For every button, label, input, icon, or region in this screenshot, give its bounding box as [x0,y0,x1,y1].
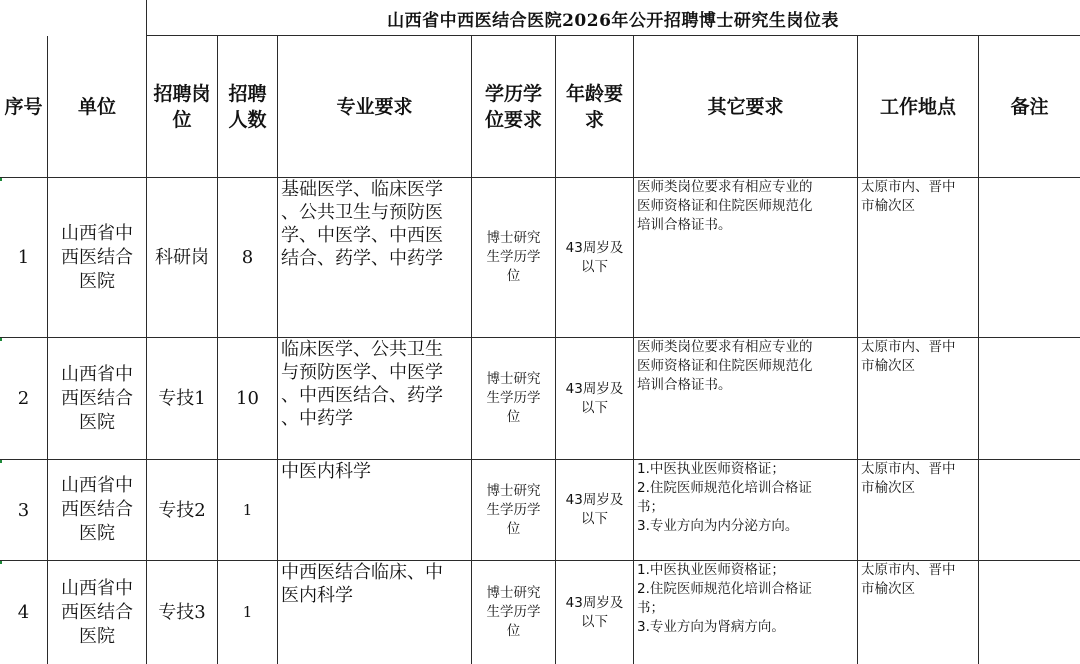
row-4-count: 1 [242,603,253,621]
row-1-location: 太原市内、晋中 市榆次区 [861,179,956,214]
row-3-age: 43周岁及 以下 [565,492,624,527]
row-1-post: 科研岗 [155,247,209,268]
row-2-degree: 博士研究 生学历学 位 [486,371,541,425]
row-4-other: 1.中医执业医师资格证； 2.住院医师规范化培训合格证 书； 3.专业方向为肾病方向。 [637,562,812,635]
row-3-other: 1.中医执业医师资格证； 2.住院医师规范化培训合格证 书； 3.专业方向为内分泌方向。 [637,461,812,534]
row-2-count: 10 [236,388,259,409]
row-3-seq: 3 [17,499,30,521]
row-2-remark [979,338,1080,459]
row-1-count: 8 [241,247,254,268]
header-count: 招聘 人数 [228,82,267,131]
row-1-age: 43周岁及 以下 [565,239,624,275]
header-unit: 单位 [77,95,116,118]
header-location: 工作地点 [879,95,956,118]
row-2-unit: 山西省中 西医结合 医院 [61,363,133,433]
header-age: 年龄要 求 [565,82,623,131]
row-3-count: 1 [242,500,253,519]
row-4-post: 专技3 [158,602,206,623]
row-3-post: 专技2 [158,499,206,521]
row-3-location: 太原市内、晋中 市榆次区 [861,461,956,496]
row-2-location: 太原市内、晋中 市榆次区 [861,339,956,374]
row-1-degree: 博士研究 生学历学 位 [486,230,541,284]
row-4-age: 43周岁及 以下 [565,594,624,630]
row-4-remark [979,561,1080,664]
row-4-unit: 山西省中 西医结合 医院 [61,577,133,647]
header-seq: 序号 [4,95,43,118]
row-4-seq: 4 [17,602,30,623]
row-1-unit: 山西省中 西医结合 医院 [61,222,133,292]
row-3-degree: 博士研究 生学历学 位 [486,482,541,537]
row-4-degree: 博士研究 生学历学 位 [486,585,541,639]
row-1-major: 基础医学、临床医学 、公共卫生与预防医 学、中医学、中西医 结合、药学、中药学 [281,179,443,269]
header-major: 专业要求 [336,95,413,118]
row-3-unit: 山西省中 西医结合 医院 [61,475,133,544]
header-degree: 学历学 位要求 [484,82,542,131]
row-2-age: 43周岁及 以下 [565,380,624,416]
row-2-seq: 2 [17,388,30,409]
header-post: 招聘岗 位 [153,82,211,131]
row-1-remark [979,178,1080,337]
row-2-major: 临床医学、公共卫生 与预防医学、中医学 、中西医结合、药学 、中药学 [281,339,443,429]
row-1-seq: 1 [17,247,30,268]
row-4-major: 中西医结合临床、中 医内科学 [281,562,443,606]
row-1-other: 医师类岗位要求有相应专业的 医师资格证和住院医师规范化 培训合格证书。 [637,179,813,233]
row-4-location: 太原市内、晋中 市榆次区 [861,562,956,597]
header-remark: 备注 [1010,95,1049,118]
header-other: 其它要求 [707,95,784,118]
row-3-remark [979,460,1080,560]
table-title: 山西省中西医结合医院2026年公开招聘博士研究生岗位表 [387,10,839,31]
row-2-post: 专技1 [158,388,206,409]
row-3-major: 中医内科学 [281,461,371,482]
row-2-other: 医师类岗位要求有相应专业的 医师资格证和住院医师规范化 培训合格证书。 [637,339,813,393]
